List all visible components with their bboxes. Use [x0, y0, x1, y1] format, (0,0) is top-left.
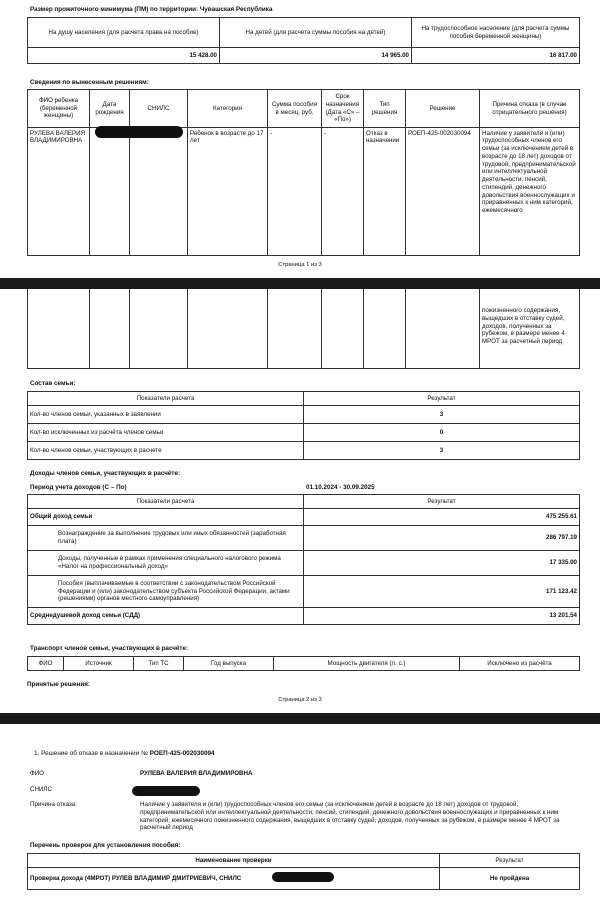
decision-snils: [130, 128, 188, 256]
decisions-table-continued: [27, 289, 580, 369]
decisions-header-type: Тип решения: [364, 90, 406, 128]
decision-birthdate: [90, 128, 130, 256]
family-row-label: Кол-во членов семьи, указанных в заявлении: [28, 406, 304, 424]
reason-label: Причина отказа:: [30, 801, 77, 808]
fio-value: РУЛЕВА ВАЛЕРИЯ ВЛАДИМИРОВНА: [140, 770, 253, 777]
income-row-label: Пособия (выплачиваемые в соответствии с законодательством Российской Федерации и (или) законодательством субъекта Российской Федерации, актами (решениями) органов местного самоуправления): [28, 576, 304, 608]
transport-header-fio: ФИО: [28, 657, 64, 671]
decisions-header-period: Срок назначения (Дата «С» – «По»): [322, 90, 364, 128]
decision-reason-continued: пожизненного содержания, выщедших в отставку судей, доходов, полученных за рубежом, в размере менее 4 МРОТ за расчетный период: [480, 289, 580, 369]
document-page-1: [0, 0, 600, 278]
decisions-header-decision: Решение: [406, 90, 480, 128]
income-period-value: 01.10.2024 - 30.09.2025: [306, 484, 375, 491]
check-row-value: Не пройдена: [440, 868, 580, 890]
decisions-table: [27, 89, 580, 256]
decision-category: Ребенок в возрасте до 17 лет: [188, 128, 268, 256]
decision-fio: РУЛЕВА ВАЛЕРИЯ ВЛАДИМИРОВНА: [28, 128, 90, 256]
transport-header-power: Мощность двигателя (л. с.): [274, 657, 460, 671]
transport-table: [27, 656, 580, 671]
pm-header-children: На детей (для расчета суммы пособия на детей): [220, 18, 412, 48]
income-total-value: 475 255.61: [304, 509, 580, 526]
document-page-3: [0, 724, 600, 903]
snils-label: СНИЛС: [30, 786, 52, 793]
family-row-label: Кол-во членов семьи, участвующих в расчете: [28, 442, 304, 460]
income-avg-label: Среднедушевой доход семьи (СДД): [28, 608, 304, 625]
income-header-result: Результат: [304, 495, 580, 509]
redaction-mark: [132, 786, 200, 796]
decision-amount: -: [268, 128, 322, 256]
family-table: [27, 391, 580, 460]
decision-reason: Наличие у заявителя и (или) трудоспособных членов его семьи (за исключением детей в возрасте до 18 лет) доходов от трудовой, предпринимательской или интеллектуальной деятельности, пенсий, стипендий, денежного довольствия военнослужащих и приравненных к ним категорий, ежемесячного: [480, 128, 580, 256]
fio-label: ФИО: [30, 770, 44, 777]
document-page-2: [0, 289, 600, 713]
check-row-label: Проверка дохода (4МРОТ) РУЛЕВ ВЛАДИМИР ДМИТРИЕВИЧ, СНИЛС: [28, 868, 440, 890]
pm-value-children: 14 965.00: [220, 48, 412, 64]
pm-header-per-capita: На душу населения (для расчета права на пособие): [28, 18, 220, 48]
decision-type: Отказ в назначении: [364, 128, 406, 256]
income-row-value: 171 123.42: [304, 576, 580, 608]
income-row-label: Вознаграждение за выполнение трудовых или иных обязанностей (заработная плата): [28, 526, 304, 551]
income-row-value: 17 335.00: [304, 551, 580, 576]
decision-heading: [34, 750, 215, 758]
checks-title: Перечень проверок для установления пособия:: [30, 842, 181, 849]
reason-value: Наличие у заявителя и (или) трудоспособных членов его семьи (за исключением детей в возрасте до 18 лет) доходов от трудовой, предпринимательской или интеллектуальной деятельности, пенсий, стипендий, денежного довольствия военнослужащих и приравненных к ним категорий, ежемесячного пожизненного содержания, выщедших в отставку судей, доходов, полученных за рубежом, в размере менее 4 МРОТ за расчетный период: [140, 801, 560, 832]
decision-heading-prefix: 1. Решение об отказе в назначении №: [34, 750, 150, 757]
decisions-header-reason: Причина отказа (в случае отрицательного решения): [480, 90, 580, 128]
decisions-header-snils: СНИЛС: [130, 90, 188, 128]
decisions-title: Сведения по вынесенным решениям:: [30, 79, 149, 86]
redaction-mark: [95, 126, 183, 138]
decisions-header-birthdate: Дата рождения: [90, 90, 130, 128]
transport-header-year: Год выпуска: [184, 657, 274, 671]
page-footer-1: Страница 1 из 3: [278, 262, 322, 268]
page-footer-2: Страница 2 из 3: [278, 697, 322, 703]
decisions-header-fio: ФИО ребенка (беременной женщины): [28, 90, 90, 128]
income-row-label: Доходы, полученные в рамках применения специального налогового режима «Налог на профессиональный доход»: [28, 551, 304, 576]
income-avg-value: 13 201.54: [304, 608, 580, 625]
family-header-indicator: Показатели расчета: [28, 392, 304, 406]
decision-heading-number: РОЕП-425-002030094: [149, 750, 215, 757]
family-row-value: 3: [304, 442, 580, 460]
income-header-indicator: Показатели расчета: [28, 495, 304, 509]
income-row-value: 286 797.19: [304, 526, 580, 551]
decision-number: РОЕП-425-002030094: [406, 128, 480, 256]
transport-header-excluded: Исключено из расчёта: [460, 657, 580, 671]
income-title: Доходы членов семьи, участвующих в расчёте:: [30, 470, 181, 477]
decisions-header-category: Категория: [188, 90, 268, 128]
checks-header-result: Результат: [440, 854, 580, 868]
transport-title: Транспорт членов семьи, участвующих в расчёте:: [30, 645, 189, 652]
transport-header-type: Тип ТС: [134, 657, 184, 671]
pm-title: Размер прожиточного минимума (ПМ) по территории: Чувашская Республика: [30, 6, 273, 13]
income-table: [27, 494, 580, 625]
decisions-taken-title: Принятые решения:: [27, 681, 90, 688]
pm-value-working: 16 817.00: [412, 48, 580, 64]
income-total-label: Общий доход семьи: [28, 509, 304, 526]
decision-period: -: [322, 128, 364, 256]
checks-header-name: Наименование проверки: [28, 854, 440, 868]
family-header-result: Результат: [304, 392, 580, 406]
redaction-mark: [272, 872, 334, 882]
pm-value-per-capita: 15 428.00: [28, 48, 220, 64]
transport-header-source: Источник: [64, 657, 134, 671]
income-period-label: Период учета доходов (С – По): [30, 484, 127, 491]
family-row-value: 3: [304, 406, 580, 424]
pm-header-working: На трудоспособное население (для расчета суммы пособия беременной женщины): [412, 18, 580, 48]
family-row-value: 0: [304, 424, 580, 442]
decisions-header-amount: Сумма пособия в месяц, руб.: [268, 90, 322, 128]
family-title: Состав семьи:: [30, 380, 76, 387]
pm-table: [27, 17, 580, 64]
family-row-label: Кол-во исключенных из расчёта членов семьи: [28, 424, 304, 442]
